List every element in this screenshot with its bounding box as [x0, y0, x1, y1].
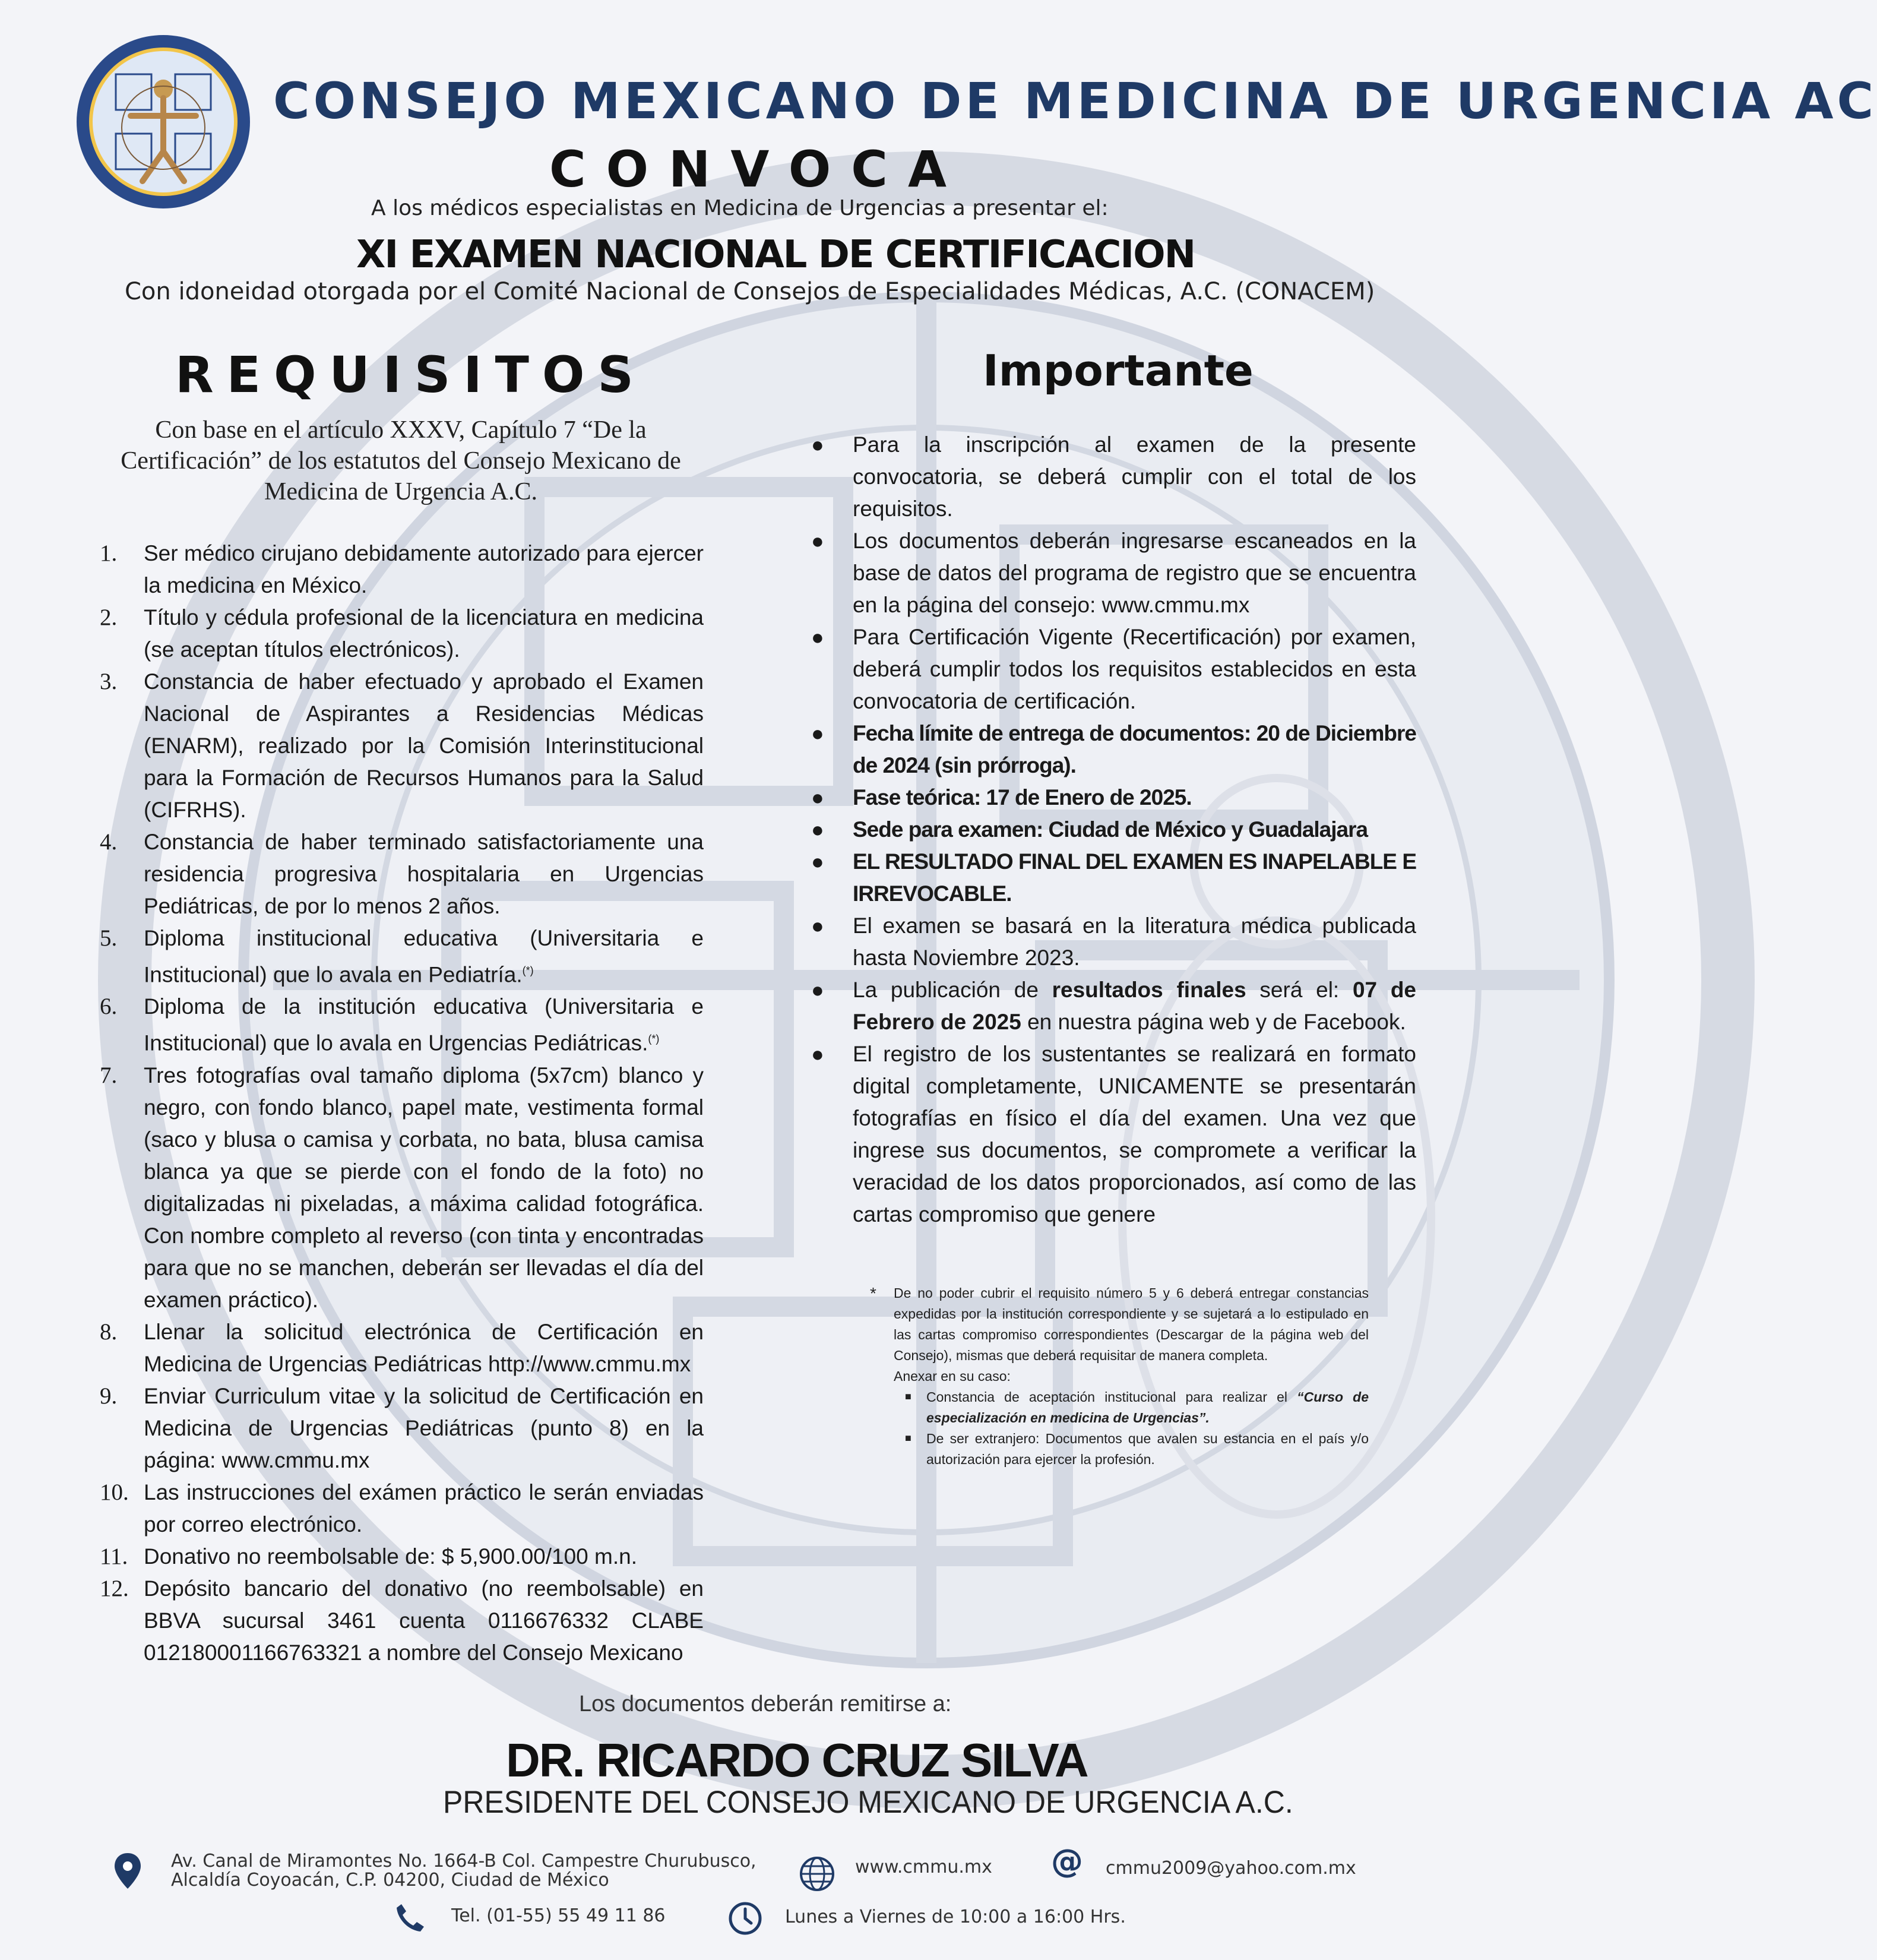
list-item	[95, 538, 704, 602]
item-text: Depósito bancario del donativo (no reembolsable) en BBVA sucursal 3461 cuenta 0116676332 CLABE 012180001166763321 a nombre del Consejo Mexicano	[144, 1576, 704, 1665]
square-bullet-icon: ■	[905, 1432, 911, 1444]
item-number: 4.	[100, 829, 118, 855]
remit-line: Los documentos deberán remitirse a:	[579, 1692, 952, 1716]
list-item	[808, 974, 1416, 1038]
exam-title: XI EXAMEN NACIONAL DE CERTIFICACION	[356, 233, 1195, 277]
list-item	[808, 1038, 1416, 1231]
item-text: Diploma institucional educativa (Universitaria e Institucional) que lo avala en Pediatría.	[144, 926, 704, 987]
office-hours: Lunes a Viernes de 10:00 a 16:00 Hrs.	[785, 1907, 1126, 1927]
phone-icon	[393, 1901, 429, 1934]
organization-title: CONSEJO MEXICANO DE MEDICINA DE URGENCIA AC	[273, 72, 1877, 130]
item-text: Tres fotografías oval tamaño diploma (5x7cm) blanco y negro, con fondo blanco, papel mate, vestimenta formal (saco y blusa o camisa y corbata, no bata, blusa camisa blanca ya que se pierde con el fondo de la foto) no digitalizadas ni pixeladas, a máxima calidad fotográfica. Con nombre completo al reverso (con tinta y encontradas para que no se manchen, deberán ser llevadas el día del examen práctico).	[144, 1063, 704, 1312]
list-item	[95, 991, 704, 1059]
item-text: Los documentos deberán ingresarse escaneados en la base de datos del programa de registro que se encuentra en la página del consejo: www.cmmu.mx	[853, 529, 1416, 617]
globe-icon	[799, 1855, 835, 1892]
bullet-icon: ●	[811, 1042, 824, 1066]
item-number: 5.	[100, 925, 118, 951]
item-text: Fase teórica: 17 de Enero de 2025.	[853, 785, 1192, 810]
address-line-2: Alcaldía Coyoacán, C.P. 04200, Ciudad de México	[171, 1870, 609, 1891]
requisitos-subtitle: Con base en el artículo XXXV, Capítulo 7 “De la Certificación” de los estatutos del Consejo Mexicano de Medicina de Urgencia A.C.	[121, 416, 681, 505]
address-line-1: Av. Canal de Miramontes No. 1664-B Col. Campestre Churubusco,	[171, 1851, 757, 1872]
item-number: 3.	[100, 669, 118, 694]
list-item	[95, 1573, 704, 1669]
list-item	[808, 621, 1416, 717]
list-item	[905, 1428, 1369, 1470]
item-text: De ser extranjero: Documentos que avalen su estancia en el país y/o autorización para ejercer la profesión.	[926, 1431, 1369, 1467]
bullet-icon: ●	[811, 721, 824, 745]
intro-line: A los médicos especialistas en Medicina de Urgencias a presentar el:	[371, 196, 1109, 220]
bullet-icon: ●	[811, 913, 824, 938]
list-item	[95, 602, 704, 666]
bullet-icon: ●	[811, 978, 824, 1002]
requisitos-list	[95, 538, 704, 1669]
item-number: 6.	[100, 994, 118, 1020]
item-number: 8.	[100, 1319, 118, 1345]
requisitos-heading: REQUISITOS	[175, 346, 647, 404]
publication-mid: será el:	[1246, 978, 1353, 1002]
item-text: Sede para examen: Ciudad de México y Guadalajara	[853, 817, 1368, 842]
item-text: Diploma de la institución educativa (Universitaria e Institucional) que lo avala en Urgencias Pediátricas.	[144, 994, 704, 1055]
clock-icon	[727, 1901, 763, 1936]
item-text: Constancia de haber efectuado y aprobado el Examen Nacional de Aspirantes a Residencias Médicas (ENARM), realizado por la Comisión Interinstitucional para la Formación de Recursos Humanos para la Salud (CIFRHS).	[144, 669, 704, 822]
item-text: Para la inscripción al examen de la presente convocatoria, se deberá cumplir con el total de los requisitos.	[853, 432, 1416, 521]
square-bullet-icon: ■	[905, 1390, 911, 1402]
president-name: DR. RICARDO CRUZ SILVA	[506, 1734, 1088, 1787]
item-text: El examen se basará en la literatura médica publicada hasta Noviembre 2023.	[853, 913, 1416, 970]
item-text: Constancia de aceptación institucional para realizar el	[926, 1389, 1297, 1405]
list-item	[95, 1541, 704, 1573]
list-item	[95, 826, 704, 922]
list-item	[95, 922, 704, 991]
email-link[interactable]: cmmu2009@yahoo.com.mx	[1106, 1858, 1356, 1879]
footnote-mark: (*)	[522, 965, 534, 976]
bullet-icon: ●	[811, 625, 824, 649]
list-item	[95, 1060, 704, 1316]
publication-bold-1: resultados finales	[1052, 978, 1246, 1002]
location-pin-icon	[113, 1852, 143, 1890]
publication-date: 07 de Febrero de 2025	[853, 978, 1416, 1034]
list-item	[95, 1477, 704, 1541]
bullet-icon: ●	[811, 849, 824, 874]
item-text: Enviar Curriculum vitae y la solicitud de Certificación en Medicina de Urgencias Pediátricas (punto 8) en la página: www.cmmu.mx	[144, 1383, 704, 1472]
item-text: Llenar la solicitud electrónica de Certificación en Medicina de Urgencias Pediátricas http://www.cmmu.mx	[144, 1319, 704, 1376]
bullet-icon: ●	[811, 817, 824, 842]
footnote-mark: (*)	[648, 1033, 660, 1045]
item-text: Título y cédula profesional de la licenciatura en medicina (se aceptan títulos electrónicos).	[144, 605, 704, 662]
list-item	[808, 782, 1416, 814]
convoca-heading: CONVOCA	[549, 140, 967, 198]
item-text: Las instrucciones del exámen práctico le serán enviadas por correo electrónico.	[144, 1480, 704, 1537]
publication-pre: La publicación de	[853, 978, 1052, 1002]
item-text: Fecha límite de entrega de documentos: 20 de Diciembre de 2024 (sin prórroga).	[853, 721, 1416, 777]
item-text: EL RESULTADO FINAL DEL EXAMEN ES INAPELABLE E IRREVOCABLE.	[853, 849, 1416, 906]
bullet-icon: ●	[811, 785, 824, 810]
website-link[interactable]: www.cmmu.mx	[855, 1857, 992, 1877]
address	[171, 1852, 757, 1890]
item-number: 12.	[100, 1575, 129, 1601]
list-item	[808, 910, 1416, 974]
item-text: El registro de los sustentantes se realizará en formato digital completamente, UNICAMENTE se presentarán fotografías en físico el día del examen. Una vez que ingrese sus documentos, se compromete a verificar la veracidad de los datos proporcionados, así como de las cartas compromiso que genere	[853, 1042, 1416, 1226]
footnote	[870, 1283, 1369, 1470]
bullet-icon: ●	[811, 432, 824, 457]
importante-list	[808, 429, 1416, 1231]
list-item	[95, 1380, 704, 1477]
bullet-icon: ●	[811, 529, 824, 553]
conacem-line: Con idoneidad otorgada por el Comité Nacional de Consejos de Especialidades Médicas, A.C. (CONACEM)	[125, 278, 1375, 305]
list-item	[95, 1316, 704, 1380]
item-text: Para Certificación Vigente (Recertificación) por examen, deberá cumplir todos los requisitos establecidos en esta convocatoria de certificación.	[853, 625, 1416, 713]
course-name: “Curso de especialización en medicina de Urgencias”.	[926, 1389, 1369, 1425]
publication-post: en nuestra página web y de Facebook.	[1021, 1010, 1406, 1034]
list-item	[808, 814, 1416, 846]
item-text: Constancia de haber terminado satisfactoriamente una residencia progresiva hospitalaria en Urgencias Pediátricas, de por lo menos 2 años.	[144, 830, 704, 918]
item-text: Donativo no reembolsable de: $ 5,900.00/100 m.n.	[144, 1544, 638, 1569]
item-number: 2.	[100, 605, 118, 630]
footnote-text: De no poder cubrir el requisito número 5 y 6 deberá entregar constancias expedidas por la institución correspondiente y se sujetará a lo estipulado en las cartas compromiso correspondientes (Descargar de la página web del Consejo), mismas que deberá requisitar de manera completa.	[894, 1285, 1369, 1363]
list-item	[808, 525, 1416, 621]
list-item	[808, 846, 1416, 910]
list-item	[905, 1387, 1369, 1428]
list-item	[95, 666, 704, 826]
item-number: 7.	[100, 1062, 118, 1088]
item-number: 1.	[100, 540, 118, 566]
footnote-list	[894, 1387, 1369, 1470]
footnote-annex: Anexar en su caso:	[894, 1368, 1011, 1384]
item-text: Ser médico cirujano debidamente autorizado para ejercer la medicina en México.	[144, 541, 704, 598]
footnote-star: *	[870, 1284, 876, 1303]
list-item	[808, 429, 1416, 525]
president-role: PRESIDENTE DEL CONSEJO MEXICANO DE URGENCIA A.C.	[443, 1784, 1293, 1820]
importante-heading: Importante	[983, 346, 1254, 396]
item-number: 11.	[100, 1543, 128, 1569]
item-number: 10.	[100, 1479, 129, 1505]
item-number: 9.	[100, 1383, 118, 1409]
at-sign-icon: @	[1051, 1842, 1083, 1880]
list-item	[808, 717, 1416, 782]
phone-number: Tel. (01-55) 55 49 11 86	[451, 1905, 666, 1926]
